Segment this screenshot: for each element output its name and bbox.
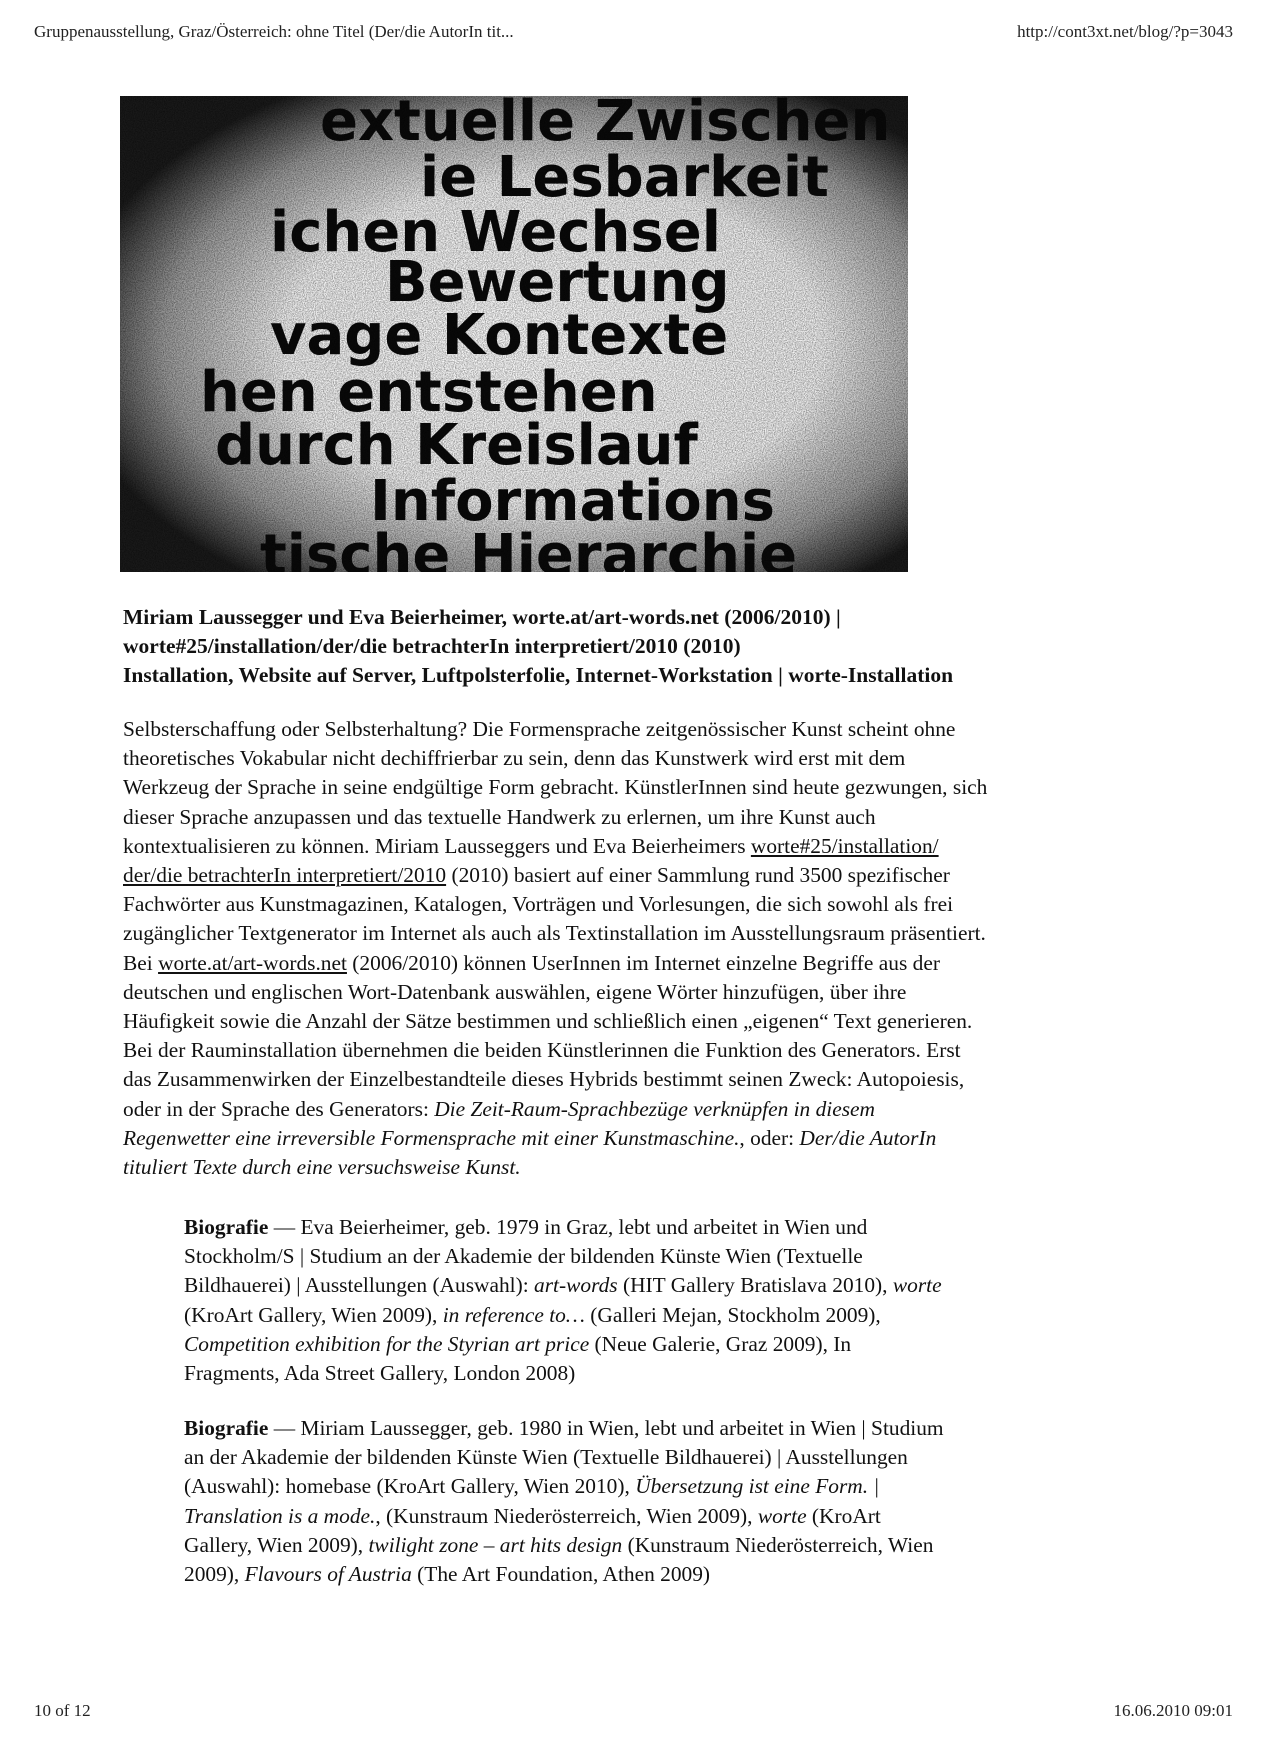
text-line: Stockholm/S | Studium an der Akademie der bildenden Künste Wien (Textuelle xyxy=(184,1244,863,1269)
artwork-link[interactable]: der/die betrachterIn interpretiert/2010 xyxy=(123,863,447,888)
text-line xyxy=(184,1531,1104,1560)
text-segment: (2006/2010) können UserInnen im Internet einzelne Begriffe aus der xyxy=(346,950,940,975)
bio-label: Biografie xyxy=(184,1215,269,1239)
biography-beierheimer xyxy=(184,1213,1104,1388)
text-segment: , (Kunstraum Niederösterreich, Wien 2009), xyxy=(375,1503,758,1528)
exhibition-title: in reference to… xyxy=(442,1302,585,1327)
text-segment: 2009), xyxy=(184,1562,245,1587)
text-line xyxy=(184,1502,1104,1531)
biography-laussegger xyxy=(184,1414,1104,1589)
text-line: Selbsterschaffung oder Selbsterhaltung? Die Formensprache zeitgenössischer Kunst scheint ohne xyxy=(123,717,956,741)
print-datetime: 16.06.2010 09:01 xyxy=(1113,1701,1233,1720)
body-paragraph xyxy=(123,715,1153,1182)
text-line: deutschen und englischen Wort-Datenbank auswählen, eigene Wörter hinzufügen, über ihre xyxy=(123,979,907,1004)
text-line xyxy=(123,1153,1153,1182)
text-segment: Bei xyxy=(123,950,159,975)
text-line xyxy=(184,1472,1104,1501)
text-segment: (The Art Foundation, Athen 2009) xyxy=(411,1562,711,1587)
exhibition-title: art-words xyxy=(534,1273,618,1298)
caption-line: Installation, Website auf Server, Luftpolsterfolie, Internet-Workstation | worte-Installation xyxy=(123,663,954,687)
text-segment: (Galleri Mejan, Stockholm 2009), xyxy=(584,1302,881,1327)
text-line xyxy=(184,1560,1104,1589)
exhibition-title: twilight zone – art hits design xyxy=(368,1532,623,1557)
print-page-title: Gruppenausstellung, Graz/Österreich: ohne Titel (Der/die AutorIn tit... xyxy=(34,22,514,41)
text-line: das Zusammenwirken der Einzelbestandteile dieses Hybrids bestimmt seinen Zweck: Autopoiesis, xyxy=(123,1067,965,1092)
text-line: Bei der Rauminstallation übernehmen die beiden Künstlerinnen die Funktion des Generators. Erst xyxy=(123,1038,961,1063)
bio-label: Biografie xyxy=(184,1416,269,1440)
text-segment: (2010) basiert auf einer Sammlung rund 3500 spezifischer xyxy=(446,863,950,888)
text-line xyxy=(123,949,1153,978)
exhibition-title: worte xyxy=(892,1273,942,1298)
text-line xyxy=(184,1271,1104,1300)
text-line xyxy=(184,1414,1104,1443)
text-segment: oder in der Sprache des Generators: xyxy=(123,1096,435,1121)
text-line xyxy=(184,1301,1104,1330)
text-line: Fragments, Ada Street Gallery, London 2008) xyxy=(184,1361,576,1386)
exhibition-title: Übersetzung ist eine Form. | xyxy=(635,1474,880,1499)
text-line xyxy=(123,861,1153,890)
artwork-caption xyxy=(123,603,1123,690)
page-counter: 10 of 12 xyxy=(34,1701,91,1720)
text-line: theoretisches Vokabular nicht dechiffrierbar zu sein, denn das Kunstwerk wird erst mit dem xyxy=(123,746,906,771)
text-segment: (KroArt xyxy=(806,1503,881,1528)
quote-text: Regenwetter eine irreversible Formensprache mit einer Kunstmaschine. xyxy=(123,1125,740,1150)
text-segment: — Eva Beierheimer, geb. 1979 in Graz, lebt und arbeitet in Wien und xyxy=(268,1215,868,1239)
text-segment: Gallery, Wien 2009), xyxy=(184,1532,369,1557)
quote-text: tituliert Texte durch eine versuchsweise Kunst. xyxy=(123,1155,521,1180)
exhibition-title: worte xyxy=(757,1503,807,1528)
text-line xyxy=(184,1213,1104,1242)
print-url: http://cont3xt.net/blog/?p=3043 xyxy=(1017,22,1233,41)
text-segment: — Miriam Laussegger, geb. 1980 in Wien, lebt und arbeitet in Wien | Studium xyxy=(268,1416,944,1440)
text-segment: kontextualisieren zu können. Miriam Lausseggers und Eva Beierheimers xyxy=(123,833,751,858)
text-line xyxy=(123,1095,1153,1124)
exhibition-title: Flavours of Austria xyxy=(244,1562,412,1587)
exhibition-title: Competition exhibition for the Styrian art price xyxy=(184,1331,590,1356)
text-segment: (Auswahl): homebase (KroArt Gallery, Wien 2010), xyxy=(184,1474,636,1499)
text-segment: Bildhauerei) | Ausstellungen (Auswahl): xyxy=(184,1273,535,1298)
exhibition-title: Translation is a mode. xyxy=(184,1503,376,1528)
text-line: Häufigkeit sowie die Anzahl der Sätze bestimmen und schließlich einen „eigenen“ Text generieren. xyxy=(123,1009,973,1034)
caption-line: worte#25/installation/der/die betrachterIn interpretiert/2010 (2010) xyxy=(123,634,741,658)
text-line xyxy=(184,1330,1104,1359)
quote-text: Der/die AutorIn xyxy=(799,1125,937,1150)
installation-photo xyxy=(120,96,908,572)
text-segment: (HIT Gallery Bratislava 2010), xyxy=(617,1273,893,1298)
text-segment: , oder: xyxy=(739,1125,800,1150)
artwork-link[interactable]: worte#25/installation/ xyxy=(750,833,939,858)
text-line: an der Akademie der bildenden Künste Wien (Textuelle Bildhauerei) | Ausstellungen xyxy=(184,1445,908,1470)
text-line: Werkzeug der Sprache in seine endgültige Form gebracht. KünstlerInnen sind heute gezwungen, sich xyxy=(123,775,988,800)
text-line xyxy=(123,832,1153,861)
caption-line: Miriam Laussegger und Eva Beierheimer, worte.at/art-words.net (2006/2010) | xyxy=(123,605,841,629)
text-line xyxy=(123,1124,1153,1153)
text-line: dieser Sprache anzupassen und das textuelle Handwerk zu erlernen, um ihre Kunst auch xyxy=(123,804,876,829)
website-link[interactable]: worte.at/art-words.net xyxy=(158,950,347,975)
text-segment: (KroArt Gallery, Wien 2009), xyxy=(184,1302,443,1327)
text-line: zugänglicher Textgenerator im Internet als auch als Textinstallation im Ausstellungsraum präsentiert. xyxy=(123,921,986,946)
text-segment: (Kunstraum Niederösterreich, Wien xyxy=(622,1532,934,1557)
quote-text: Die Zeit-Raum-Sprachbezüge verknüpfen in diesem xyxy=(434,1096,875,1121)
text-segment: (Neue Galerie, Graz 2009), In xyxy=(589,1331,852,1356)
text-line: Fachwörter aus Kunstmagazinen, Katalogen, Vorträgen und Vorlesungen, die sich sowohl als frei xyxy=(123,892,954,917)
